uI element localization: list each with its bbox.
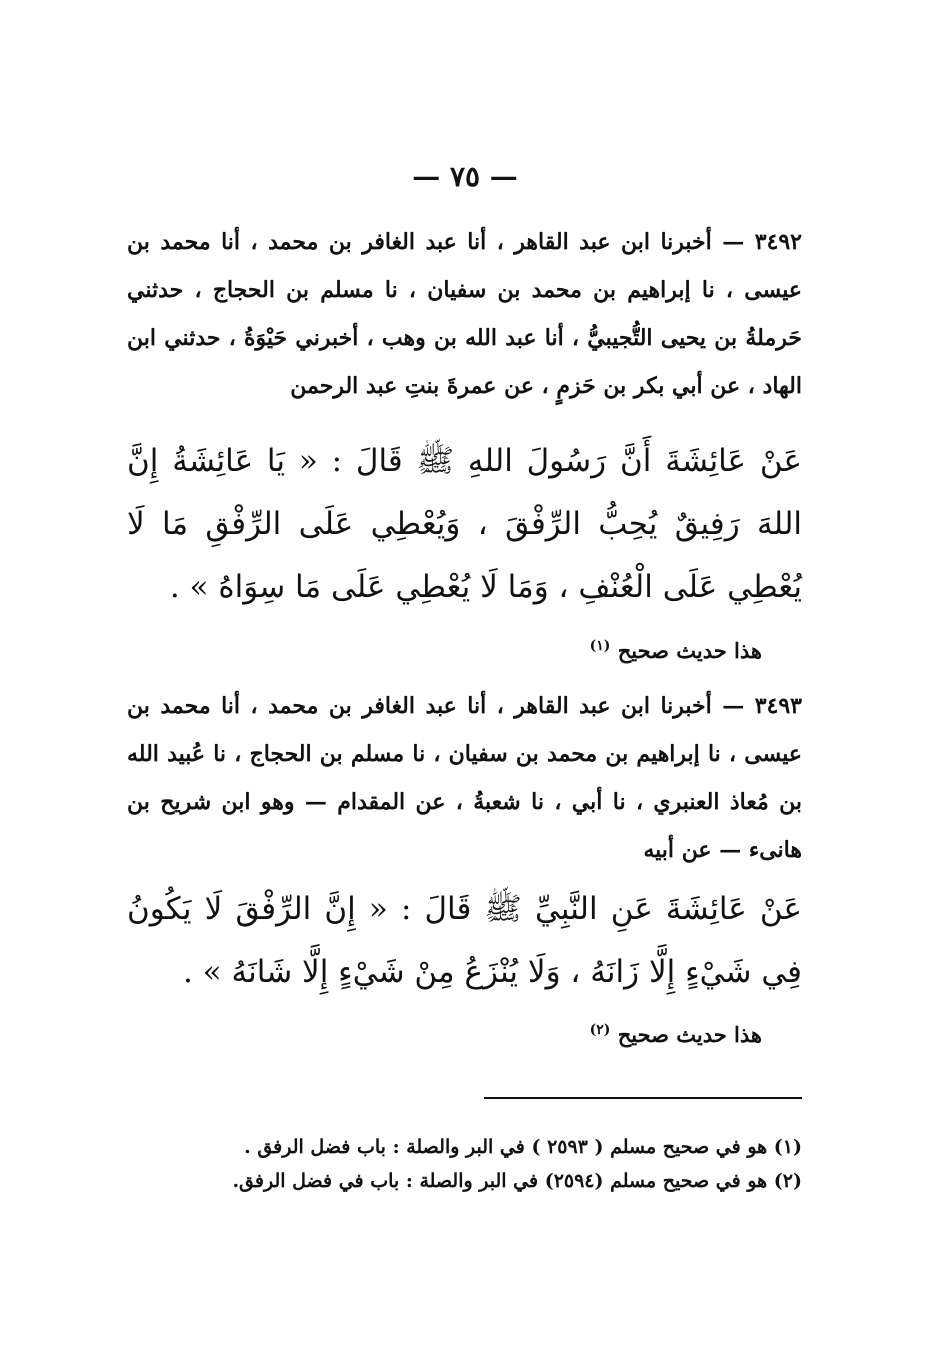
footnote-1: (١) هو في صحيح مسلم ( ٢٥٩٣ ) في البر والصلة : باب فضل الرفق . xyxy=(244,1136,802,1158)
grade-text: هذا حديث صحيح xyxy=(617,1022,762,1047)
footnote-ref: (٢) xyxy=(589,1022,611,1038)
grade-text: هذا حديث صحيح xyxy=(617,638,762,663)
hadith-3493 xyxy=(127,682,802,874)
hadith-isnad: ٣٤٩٢ — أخبرنا ابن عبد القاهر ، أنا عبد الغافر بن محمد ، أنا محمد بن عيسى ، نا إبراهيم بن محمد بن سفيان ، نا مسلم بن الحجاج ، حدثني حَرملةُ بن يحيى التُّجيبيُّ ، أنا عبد الله بن وهب ، أخبرني حَيْوَةُ ، حدثني ابن الهاد ، عن أبي بكر بن حَزمٍ ، عن عمرةَ بنتِ عبد الرحمن xyxy=(127,229,802,399)
hadith-3492 xyxy=(127,218,802,410)
footnotes xyxy=(127,1130,802,1198)
page-number: — ٧٥ — xyxy=(412,160,518,193)
footnote-2: (٢) هو في صحيح مسلم (٢٥٩٤) في البر والصلة : باب في فضل الرفق. xyxy=(232,1170,802,1192)
hadith-isnad: ٣٤٩٣ — أخبرنا ابن عبد القاهر ، أنا عبد الغافر بن محمد ، أنا محمد بن عيسى ، نا إبراهيم بن محمد بن سفيان ، نا مسلم بن الحجاج ، نا عُبيد الله بن مُعاذ العنبري ، نا أبي ، نا شعبةُ ، عن المقدام — وهو ابن شريح بن هانىء — عن أبيه xyxy=(127,693,802,863)
hadith-matn: عَنْ عَائِشَةَ عَنِ النَّبِيِّ ﷺ قَالَ : « إِنَّ الرِّفْقَ لَا يَكُونُ فِي شَيْءٍ إِلَّا زَانَهُ ، وَلَا يُنْزَعُ مِنْ شَيْءٍ إِلَّا شَانَهُ » . xyxy=(127,891,802,990)
hadith-grade xyxy=(127,1010,802,1055)
footnote-ref: (١) xyxy=(589,638,611,654)
hadith-grade xyxy=(127,626,802,671)
hadith-matn: عَنْ عَائِشَةَ أَنَّ رَسُولَ اللهِ ﷺ قَالَ : « يَا عَائِشَةُ إِنَّ اللهَ رَفِيقٌ يُحِبُّ الرِّفْقَ ، وَيُعْطِي عَلَى الرِّفْقِ مَا لَا يُعْطِي عَلَى الْعُنْفِ ، وَمَا لَا يُعْطِي عَلَى مَا سِوَاهُ » . xyxy=(127,443,802,605)
hadith-3492-grade-block xyxy=(127,626,802,671)
footnote-separator xyxy=(484,1097,802,1099)
hadith-3492-matn-block xyxy=(127,430,802,619)
hadith-3493-matn-block xyxy=(127,878,802,1004)
hadith-3493-grade-block xyxy=(127,1010,802,1055)
